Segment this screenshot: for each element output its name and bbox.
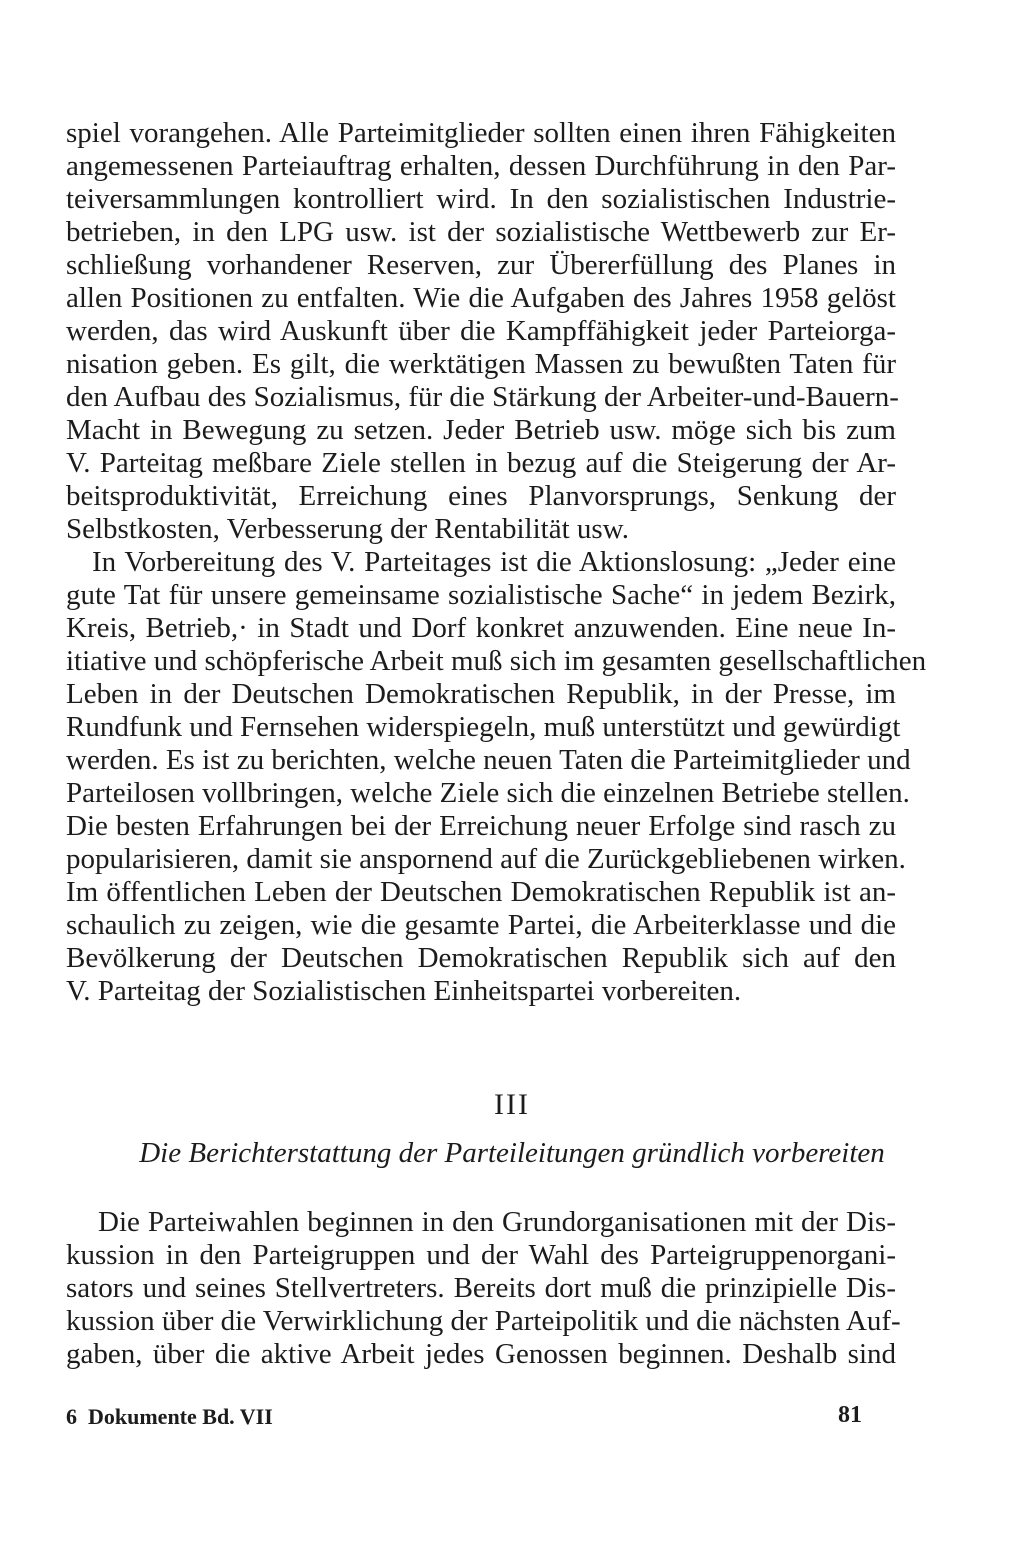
text-line: sators und seines Stellvertreters. Bereits dort muß die prinzipielle Dis-: [66, 1272, 896, 1304]
text-line: V. Parteitag der Sozialistischen Einheitspartei vorbereiten.: [66, 975, 742, 1007]
text-line: In Vorbereitung des V. Parteitages ist die Aktionslosung: „Jeder eine: [92, 546, 896, 578]
text-line: gute Tat für unsere gemeinsame sozialistische Sache“ in jedem Bezirk,: [66, 579, 896, 611]
section-title: Die Berichterstattung der Parteileitungen gründlich vorbereiten: [139, 1137, 885, 1169]
text-line: gaben, über die aktive Arbeit jedes Genossen beginnen. Deshalb sind: [66, 1338, 896, 1370]
text-line: V. Parteitag meßbare Ziele stellen in bezug auf die Steigerung der Ar-: [66, 447, 896, 479]
text-line: allen Positionen zu entfalten. Wie die Aufgaben des Jahres 1958 gelöst: [66, 282, 896, 314]
text-line: beitsproduktivität, Erreichung eines Planvorsprungs, Senkung der: [66, 480, 896, 512]
text-line: kussion über die Verwirklichung der Parteipolitik und die nächsten Auf-: [66, 1305, 901, 1337]
text-line: nisation geben. Es gilt, die werktätigen Massen zu bewußten Taten für: [66, 348, 896, 380]
text-line: schaulich zu zeigen, wie die gesamte Partei, die Arbeiterklasse und die: [66, 909, 896, 941]
page-number: 81: [838, 1402, 862, 1428]
text-line: Selbstkosten, Verbesserung der Rentabilität usw.: [66, 513, 629, 545]
text-line: angemessenen Parteiauftrag erhalten, dessen Durchführung in den Par-: [66, 150, 896, 182]
text-line: den Aufbau des Sozialismus, für die Stärkung der Arbeiter-und-Bauern-: [66, 381, 899, 413]
text-line: schließung vorhandener Reserven, zur Übererfüllung des Planes in: [66, 249, 896, 281]
text-line: Im öffentlichen Leben der Deutschen Demokratischen Republik ist an-: [66, 876, 896, 908]
text-line: Parteilosen vollbringen, welche Ziele sich die einzelnen Betriebe stellen.: [66, 777, 910, 809]
text-line: Die Parteiwahlen beginnen in den Grundorganisationen mit der Dis-: [98, 1206, 896, 1238]
text-line: Leben in der Deutschen Demokratischen Republik, in der Presse, im: [66, 678, 896, 710]
text-line: popularisieren, damit sie anspornend auf die Zurückgebliebenen wirken.: [66, 843, 906, 875]
text-line: werden, das wird Auskunft über die Kampffähigkeit jeder Parteiorga-: [66, 315, 896, 347]
text-line: teiversammlungen kontrolliert wird. In den sozialistischen Industrie-: [66, 183, 896, 215]
text-line: Bevölkerung der Deutschen Demokratischen Republik sich auf den: [66, 942, 896, 974]
text-line: betrieben, in den LPG usw. ist der sozialistische Wettbewerb zur Er-: [66, 216, 896, 248]
text-line: werden. Es ist zu berichten, welche neuen Taten die Parteimitglieder und: [66, 744, 911, 776]
footer-source: 6 Dokumente Bd. VII: [66, 1404, 273, 1429]
text-line: kussion in den Parteigruppen und der Wahl des Parteigruppenorgani-: [66, 1239, 896, 1271]
text-line: Kreis, Betrieb,· in Stadt und Dorf konkret anzuwenden. Eine neue In-: [66, 612, 896, 644]
text-line: spiel vorangehen. Alle Parteimitglieder sollten einen ihren Fähigkeiten: [66, 117, 896, 149]
section-number: III: [494, 1088, 530, 1121]
text-line: Macht in Bewegung zu setzen. Jeder Betrieb usw. möge sich bis zum: [66, 414, 896, 446]
text-line: Rundfunk und Fernsehen widerspiegeln, muß unterstützt und gewürdigt: [66, 711, 901, 743]
text-line: itiative und schöpferische Arbeit muß sich im gesamten gesellschaftlichen: [66, 645, 927, 677]
text-line: Die besten Erfahrungen bei der Erreichung neuer Erfolge sind rasch zu: [66, 810, 896, 842]
